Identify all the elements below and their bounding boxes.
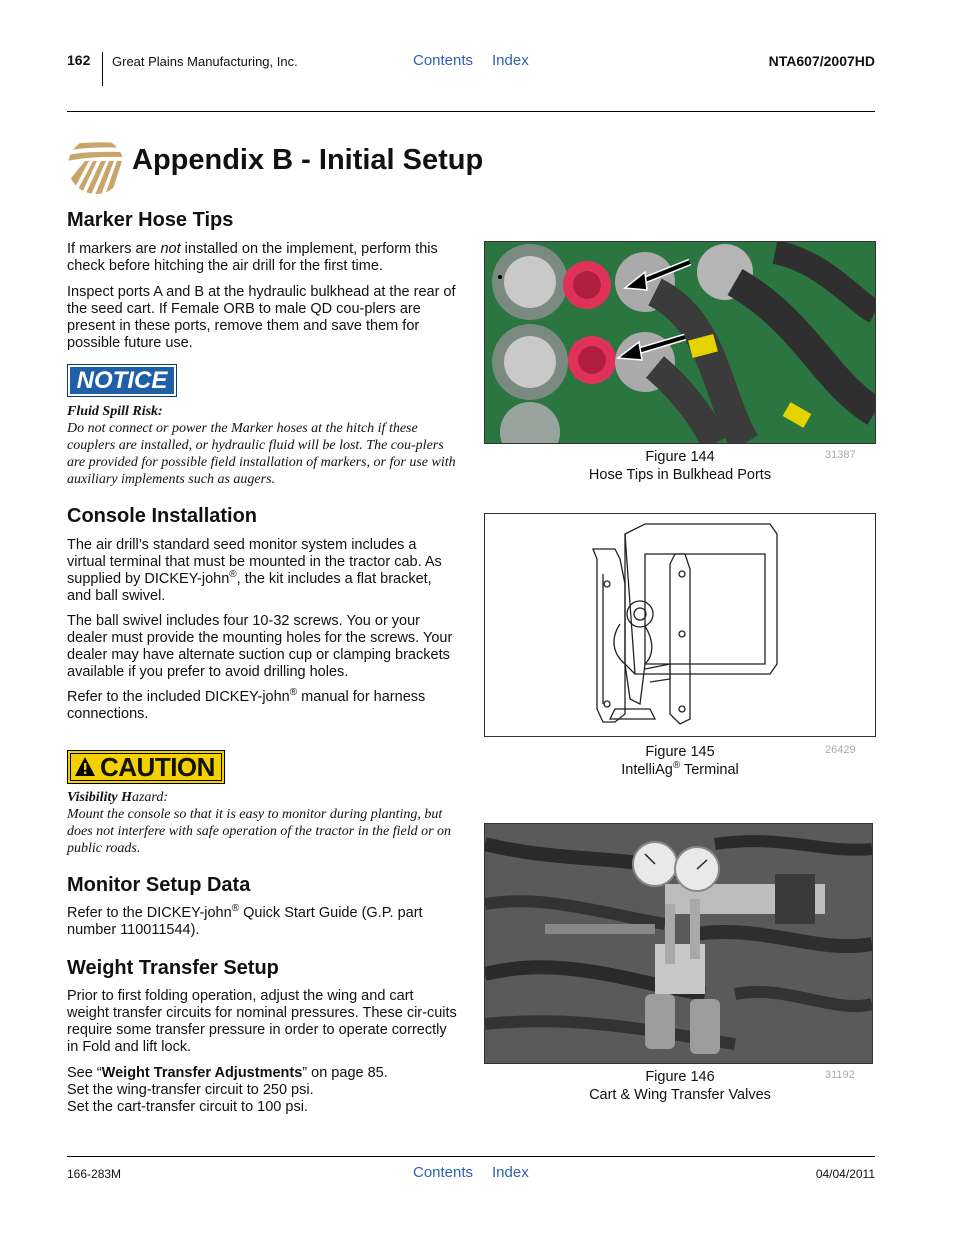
figure-144-title: Hose Tips in Bulkhead Ports bbox=[588, 467, 772, 483]
figure-145-number: Figure 145 bbox=[645, 744, 715, 760]
figure-146-caption bbox=[560, 1068, 800, 1104]
marker-paragraph-1: If markers are not installed on the implement, perform this check before hitching the air drill for the first time. bbox=[67, 241, 438, 274]
notice-badge bbox=[67, 364, 177, 397]
console-paragraph-1: The air drill’s standard seed monitor system includes a virtual terminal that must be mounted in the tractor cab. As supplied by DICKEY-john®, the kit includes a flat bracket, and ball swivel. bbox=[67, 537, 442, 604]
monitor-paragraph: Refer to the DICKEY-john® Quick Start Guide (G.P. part number 110011544). bbox=[67, 903, 423, 938]
transfer-valves-illustration bbox=[485, 824, 872, 1063]
figure-146-number: Figure 146 bbox=[645, 1069, 715, 1085]
figure-144-id: 31387 bbox=[825, 449, 856, 461]
weight-paragraph: Prior to first folding operation, adjust the wing and cart weight transfer circuits for nominal pressures. These cir-cuits require some transfer pressure in order to operate correctly in Fold and lift lock. bbox=[67, 988, 457, 1055]
caution-label: CAUTION bbox=[100, 752, 215, 782]
notice-title: Fluid Spill Risk: bbox=[67, 404, 163, 419]
figure-144-photo bbox=[484, 241, 876, 444]
index-link[interactable]: Index bbox=[492, 52, 529, 69]
model-number: NTA607/2007HD bbox=[768, 53, 875, 69]
console-paragraph-3: Refer to the included DICKEY-john® manual for harness connections. bbox=[67, 687, 426, 722]
figure-146-title: Cart & Wing Transfer Valves bbox=[589, 1087, 771, 1103]
weight-see-reference: See “Weight Transfer Adjustments” on page 85. bbox=[67, 1065, 388, 1081]
company-name: Great Plains Manufacturing, Inc. bbox=[112, 54, 298, 69]
page-number: 162 bbox=[67, 52, 91, 68]
intelliag-terminal-illustration bbox=[485, 514, 875, 736]
figure-144-caption bbox=[560, 448, 800, 484]
footer-contents-link[interactable]: Contents bbox=[413, 1164, 474, 1181]
warning-triangle-icon bbox=[74, 756, 96, 778]
footer-rule bbox=[67, 1156, 875, 1157]
page-title: Appendix B - Initial Setup bbox=[132, 144, 484, 176]
figure-144-number: Figure 144 bbox=[645, 449, 715, 465]
header-divider bbox=[102, 52, 103, 86]
footer-date: 04/04/2011 bbox=[815, 1167, 875, 1181]
figure-146-id: 31192 bbox=[825, 1069, 855, 1081]
document-number: 166-283M bbox=[67, 1167, 122, 1181]
monitor-heading: Monitor Setup Data bbox=[67, 874, 251, 896]
figure-146-photo bbox=[484, 823, 873, 1064]
weight-heading: Weight Transfer Setup bbox=[67, 957, 279, 979]
caution-text: Mount the console so that it is easy to monitor during planting, but does not interfere with safe operation of the tractor in the field or on public roads. bbox=[67, 807, 452, 856]
caution-badge bbox=[67, 750, 225, 784]
contents-link[interactable]: Contents bbox=[413, 52, 474, 69]
figure-145-title: IntelliAg® Terminal bbox=[621, 760, 739, 778]
marker-heading: Marker Hose Tips bbox=[67, 209, 234, 231]
console-heading: Console Installation bbox=[67, 505, 258, 527]
great-plains-logo bbox=[67, 137, 125, 195]
weight-cart-line: Set the cart-transfer circuit to 100 psi. bbox=[67, 1099, 308, 1115]
figure-145-photo bbox=[484, 513, 876, 737]
console-paragraph-2: The ball swivel includes four 10-32 screws. You or your dealer must provide the mounting holes for the screws. Your dealer may have alternate suction cup or clamping brackets available if you prefer to avoid drilling holes. bbox=[67, 613, 453, 680]
notice-text: Do not connect or power the Marker hoses at the hitch if these couplers are installed, or hydraulic fluid will be lost. The cou-plers are provided for possible field installation of markers, or for use with auxiliary implements such as augers. bbox=[67, 421, 456, 487]
figure-145-caption bbox=[560, 743, 800, 779]
notice-label: NOTICE bbox=[76, 367, 168, 394]
figure-145-id: 26429 bbox=[825, 744, 856, 756]
weight-wing-line: Set the wing-transfer circuit to 250 psi. bbox=[67, 1082, 314, 1098]
caution-title: Visibility Hazard: bbox=[67, 790, 169, 805]
hose-tips-illustration bbox=[485, 242, 875, 443]
footer-index-link[interactable]: Index bbox=[492, 1164, 529, 1181]
header-rule bbox=[67, 111, 875, 112]
marker-paragraph-2: Inspect ports A and B at the hydraulic bulkhead at the rear of the seed cart. If Female ORB to male QD cou-plers are present in these ports, remove them and save them for possible future use. bbox=[67, 284, 456, 351]
